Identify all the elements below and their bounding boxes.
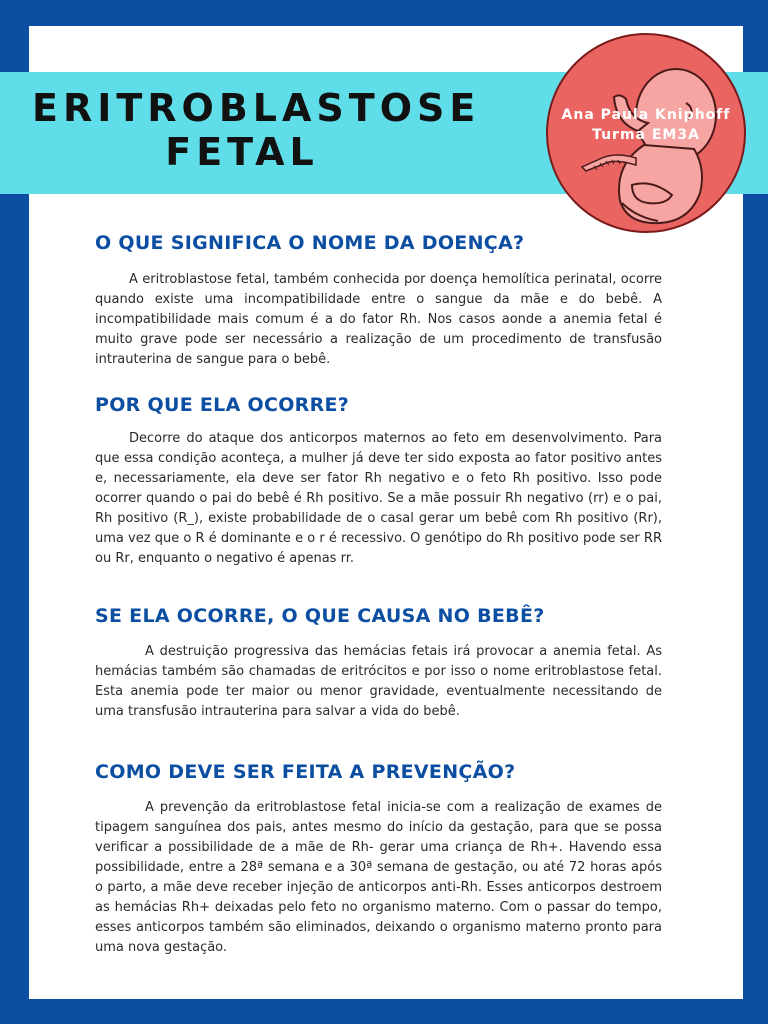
section-3-body: A destruição progressiva das hemácias fetais irá provocar a anemia fetal. As hemácias também são chamadas de eritrócitos e por isso o nome eritroblastose fetal. Esta anemia pode ter maior ou menor gravidade, eventualmente necessitando de uma transfusão intrauterina para salvar a vida do bebê. [95, 644, 662, 719]
section-2-heading: POR QUE ELA OCORRE? [95, 394, 350, 416]
section-1-body: A eritroblastose fetal, também conhecida por doença hemolítica perinatal, ocorre quando existe uma incompatibilidade entre o sangue da mãe e do bebê. A incompatibilidade mais comum é a do fator Rh. Nos casos aonde a anemia fetal é muito grave pode ser necessário a realização de um procedimento de transfusão intrauterina de sangue para o bebê. [95, 272, 662, 367]
class-name: Turma EM3A [592, 127, 700, 143]
section-4-heading: COMO DEVE SER FEITA A PREVENÇÃO? [95, 761, 516, 783]
section-4-body: A prevenção da eritroblastose fetal inicia-se com a realização de exames de tipagem sanguínea dos pais, antes mesmo do início da gestação, para que se possa verificar a possibilidade de a mãe de Rh- gerar uma criança de Rh+. Havendo essa possibilidade, entre a 28ª semana e a 30ª semana de gestação, ou até 72 horas após o parto, a mãe deve receber injeção de anticorpos anti-Rh. Esses anticorpos destroem as hemácias Rh+ deixadas pelo feto no organismo materno. Com o passar do tempo, esses anticorpos também são eliminados, deixando o organismo materno pronto para uma nova gestação. [95, 800, 662, 955]
page-title [32, 86, 481, 174]
section-2-body: Decorre do ataque dos anticorpos maternos ao feto em desenvolvimento. Para que essa condição aconteça, a mulher já deve ter sido exposta ao fator positivo antes e, necessariamente, ela deve ser fator Rh negativo e o feto Rh positivo. Isso pode ocorrer quando o pai do bebê é Rh positivo. Se a mãe possuir Rh negativo (rr) e o pai, Rh positivo (R_), existe probabilidade de o casal gerar um bebê com Rh positivo (Rr), uma vez que o R é dominante e o r é recessivo. O genótipo do Rh positivo pode ser RR ou Rr, enquanto o negativo é apenas rr. [95, 431, 662, 566]
title-line-1: ERITROBLASTOSE [32, 86, 481, 130]
badge-text [548, 105, 744, 145]
author-badge [546, 33, 746, 233]
section-1-heading: O QUE SIGNIFICA O NOME DA DOENÇA? [95, 232, 525, 254]
section-3-heading: SE ELA OCORRE, O QUE CAUSA NO BEBÊ? [95, 605, 545, 627]
title-line-2: FETAL [165, 130, 319, 174]
author-name: Ana Paula Kniphoff [561, 107, 731, 123]
